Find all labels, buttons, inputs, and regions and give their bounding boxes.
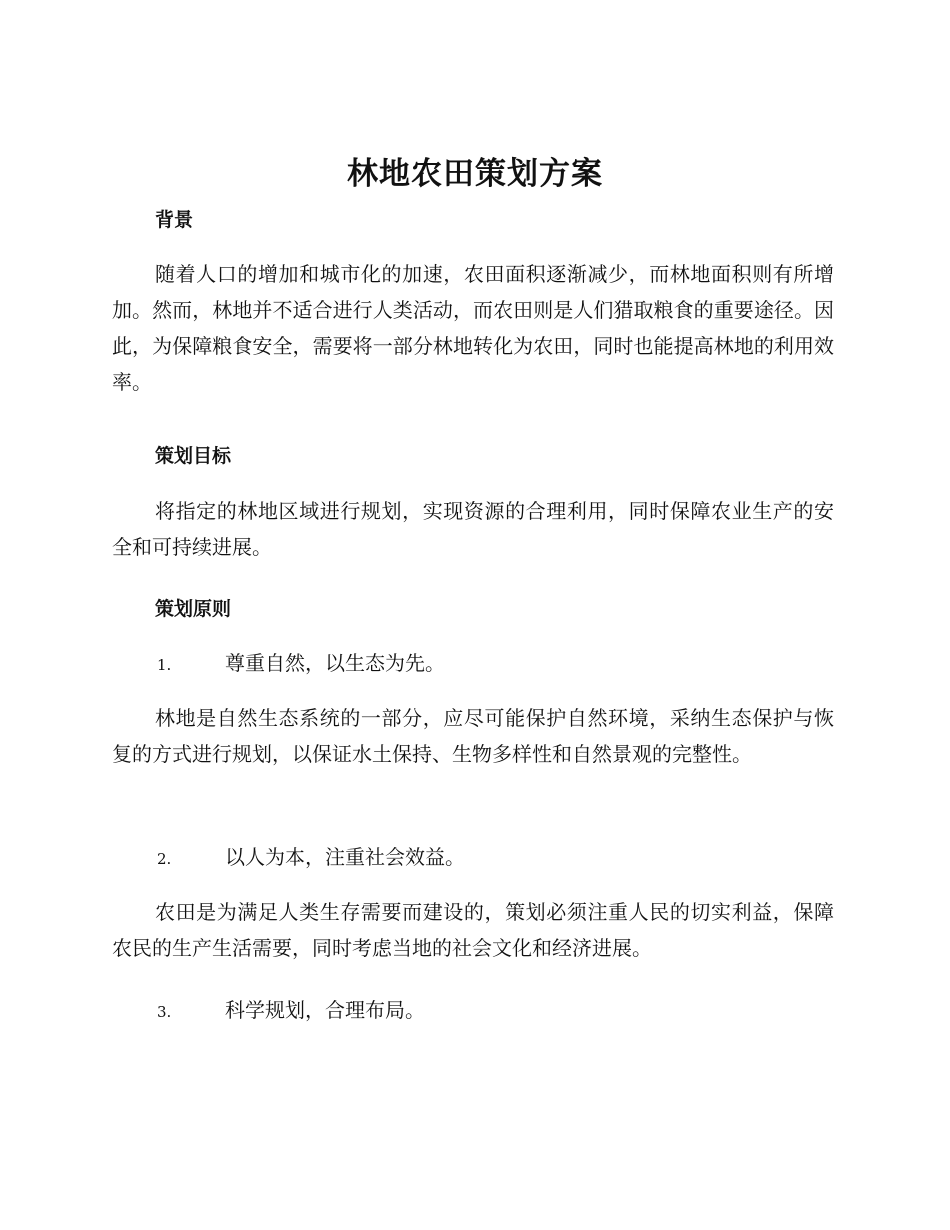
principle-number: 2. — [157, 850, 172, 868]
background-paragraph: 随着人口的增加和城市化的加速，农田面积逐渐减少，而林地面积则有所增加。然而，林地并不适合进行人类活动，而农田则是人们猎取粮食的重要途径。因此，为保障粮食安全，需要将一部分林地转化为农田，同时也能提高林地的利用效率。 — [112, 262, 834, 394]
principle-item-3 — [157, 995, 425, 1027]
section-heading-goal: 策划目标 — [155, 445, 232, 467]
principle-item-1 — [157, 648, 445, 680]
principle-item-2 — [157, 842, 465, 874]
principle-1-paragraph: 林地是自然生态系统的一部分，应尽可能保护自然环境，采纳生态保护与恢复的方式进行规划，以保证水土保持、生物多样性和自然景观的完整性。 — [112, 706, 834, 766]
principle-title: 以人为本，注重社会效益。 — [225, 845, 465, 869]
section-heading-background: 背景 — [155, 209, 194, 231]
section-heading-principles: 策划原则 — [155, 598, 232, 620]
document-title: 林地农田策划方案 — [347, 156, 603, 192]
goal-paragraph: 将指定的林地区域进行规划，实现资源的合理利用，同时保障农业生产的安全和可持续进展。 — [112, 499, 834, 559]
principle-2-paragraph: 农田是为满足人类生存需要而建设的，策划必须注重人民的切实利益，保障农民的生产生活需要，同时考虑当地的社会文化和经济进展。 — [112, 900, 834, 960]
principle-number: 3. — [157, 1003, 172, 1021]
principle-title: 科学规划，合理布局。 — [225, 998, 425, 1022]
principle-number: 1. — [157, 656, 172, 674]
principle-title: 尊重自然，以生态为先。 — [225, 651, 445, 675]
